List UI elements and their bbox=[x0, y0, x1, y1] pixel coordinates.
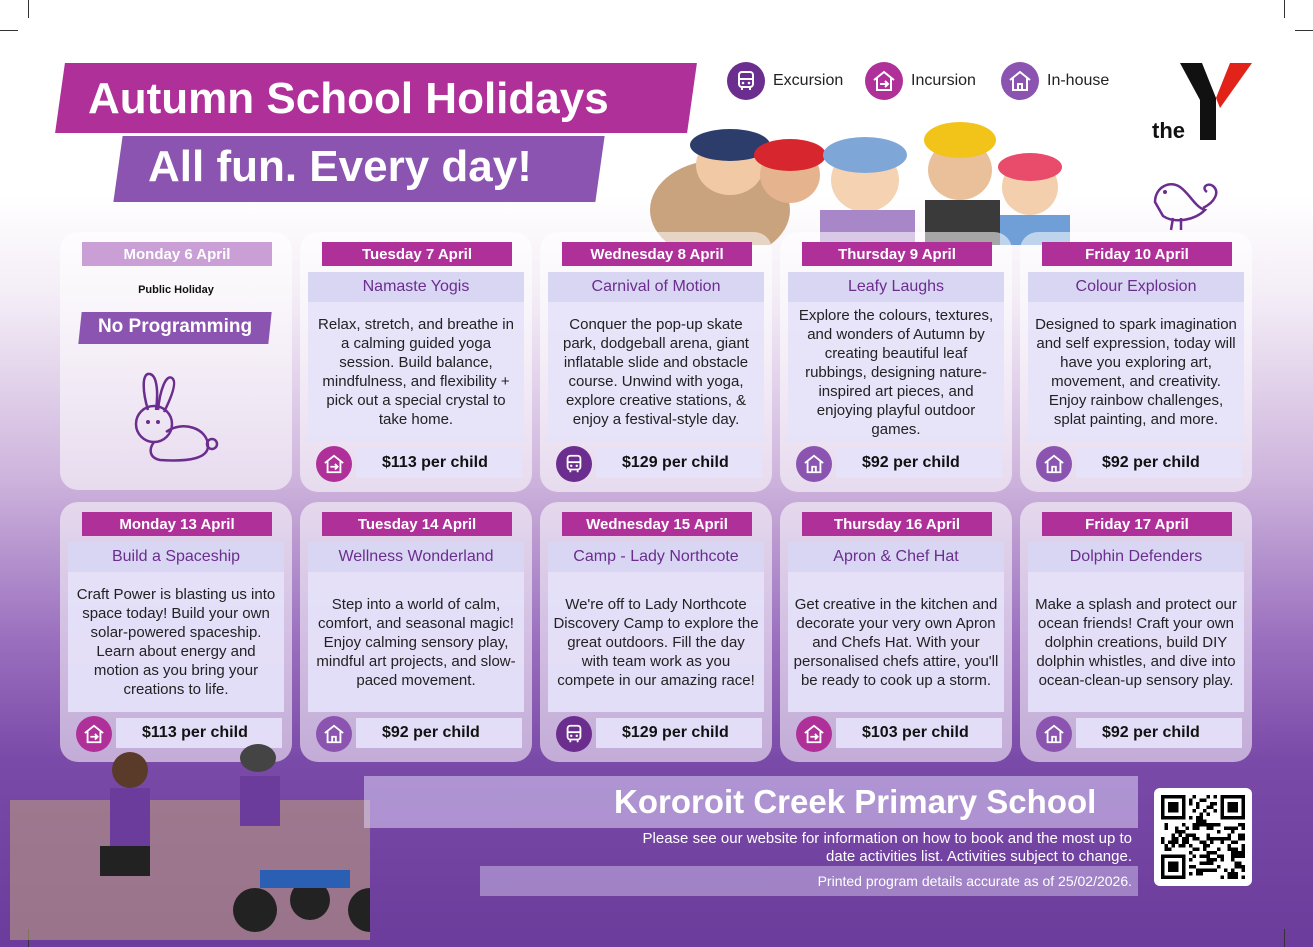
no-programming-label: No Programming bbox=[97, 316, 253, 337]
booking-info: Please see our website for information on how to book and the most up to date activities list. Activities subject to change. bbox=[642, 830, 1132, 865]
house-icon bbox=[1036, 446, 1072, 482]
day-label: Wednesday 15 April bbox=[562, 512, 752, 536]
activity-card bbox=[1020, 232, 1252, 492]
activity-card bbox=[540, 232, 772, 492]
bird-icon bbox=[1145, 172, 1225, 236]
kids-cycling-photo bbox=[10, 740, 370, 940]
activity-price: $113 per child bbox=[116, 718, 282, 748]
day-label: Monday 6 April bbox=[82, 242, 272, 266]
activity-price: $92 per child bbox=[1076, 448, 1242, 478]
legend-label: Excursion bbox=[773, 72, 844, 89]
day-label: Friday 17 April bbox=[1042, 512, 1232, 536]
activity-description: Explore the colours, textures, and wonders of Autumn by creating beautiful leaf rubbings, designing nature-inspired art pieces, and enjoying playful outdoor games. bbox=[788, 302, 1004, 442]
activity-title: Camp - Lady Northcote bbox=[548, 542, 764, 572]
holiday-card bbox=[60, 232, 292, 490]
qr-code-icon bbox=[1154, 788, 1252, 886]
activity-card bbox=[780, 502, 1012, 762]
page-subtitle: All fun. Every day! bbox=[148, 142, 532, 191]
activity-price: $92 per child bbox=[1076, 718, 1242, 748]
page-title: Autumn School Holidays bbox=[88, 74, 609, 123]
crop-mark bbox=[1284, 0, 1299, 18]
activity-title: Namaste Yogis bbox=[308, 272, 524, 302]
activity-card bbox=[780, 232, 1012, 492]
activity-card bbox=[540, 502, 772, 762]
activity-price: $92 per child bbox=[356, 718, 522, 748]
day-label: Thursday 9 April bbox=[802, 242, 992, 266]
day-label: Wednesday 8 April bbox=[562, 242, 752, 266]
day-label: Tuesday 14 April bbox=[322, 512, 512, 536]
activity-description: Conquer the pop-up skate park, dodgeball arena, giant inflatable slide and obstacle course. Unwind with yoga, explore creative stations, & enjoy a festival-style day. bbox=[548, 302, 764, 442]
activity-card bbox=[300, 502, 532, 762]
bus-icon bbox=[727, 62, 765, 100]
house-arrow-icon bbox=[796, 716, 832, 752]
house-arrow-icon bbox=[865, 62, 903, 100]
bus-icon bbox=[556, 716, 592, 752]
children-photo bbox=[640, 115, 1090, 245]
activity-price: $103 per child bbox=[836, 718, 1002, 748]
crop-mark bbox=[28, 0, 43, 18]
house-icon bbox=[796, 446, 832, 482]
activity-card bbox=[60, 502, 292, 762]
day-label: Tuesday 7 April bbox=[322, 242, 512, 266]
qr-code[interactable] bbox=[1154, 788, 1252, 886]
crop-mark bbox=[1295, 30, 1313, 45]
activity-title: Apron & Chef Hat bbox=[788, 542, 1004, 572]
legend-inhouse bbox=[1001, 62, 1109, 100]
legend-label: Incursion bbox=[911, 72, 976, 89]
activity-price: $113 per child bbox=[356, 448, 522, 478]
activity-card bbox=[1020, 502, 1252, 762]
day-label: Monday 13 April bbox=[82, 512, 272, 536]
day-label: Thursday 16 April bbox=[802, 512, 992, 536]
crop-mark bbox=[0, 30, 18, 45]
rabbit-icon bbox=[130, 370, 220, 464]
legend-label: In-house bbox=[1047, 72, 1110, 89]
activity-description: Make a splash and protect our ocean friends! Craft your own dolphin creations, build DIY dolphin whistles, and dive into ocean-clean-up sensory play. bbox=[1028, 572, 1244, 712]
activity-title: Dolphin Defenders bbox=[1028, 542, 1244, 572]
legend-incursion bbox=[865, 62, 976, 100]
activity-price: $92 per child bbox=[836, 448, 1002, 478]
activity-description: Get creative in the kitchen and decorate your very own Apron and Chefs Hat. With your personalised chefs attire, you'll be ready to cook up a storm. bbox=[788, 572, 1004, 712]
bus-icon bbox=[556, 446, 592, 482]
activity-title: Leafy Laughs bbox=[788, 272, 1004, 302]
logo-text: the bbox=[1152, 118, 1185, 143]
activity-description: Relax, stretch, and breathe in a calming guided yoga session. Build balance, mindfulness, and flexibility + pick out a special crystal to take home. bbox=[308, 302, 524, 442]
activity-title: Build a Spaceship bbox=[68, 542, 284, 572]
day-label: Friday 10 April bbox=[1042, 242, 1232, 266]
printed-note: Printed program details accurate as of 25/02/2026. bbox=[817, 873, 1132, 889]
activity-title: Carnival of Motion bbox=[548, 272, 764, 302]
school-name: Kororoit Creek Primary School bbox=[614, 783, 1097, 820]
activity-description: We're off to Lady Northcote Discovery Camp to explore the great outdoors. Fill the day with team work as you compete in our amazing race! bbox=[548, 572, 764, 712]
crop-mark bbox=[1284, 929, 1299, 947]
activity-card bbox=[300, 232, 532, 492]
activity-title: Colour Explosion bbox=[1028, 272, 1244, 302]
legend-excursion bbox=[727, 62, 843, 100]
house-arrow-icon bbox=[316, 446, 352, 482]
house-icon bbox=[1001, 62, 1039, 100]
holiday-note: Public Holiday bbox=[138, 284, 214, 296]
activity-description: Step into a world of calm, comfort, and seasonal magic! Enjoy calming sensory play, mindful art projects, and slow-paced movement. bbox=[308, 572, 524, 712]
activity-price: $129 per child bbox=[596, 718, 762, 748]
activity-price: $129 per child bbox=[596, 448, 762, 478]
activity-description: Designed to spark imagination and self expression, today will have you exploring art, movement, and creativity. Enjoy rainbow challenges, splat painting, and more. bbox=[1028, 302, 1244, 442]
activity-description: Craft Power is blasting us into space today! Build your own solar-powered spaceship. Learn about energy and motion as you bring your creations to life. bbox=[68, 572, 284, 712]
house-icon bbox=[1036, 716, 1072, 752]
activity-title: Wellness Wonderland bbox=[308, 542, 524, 572]
